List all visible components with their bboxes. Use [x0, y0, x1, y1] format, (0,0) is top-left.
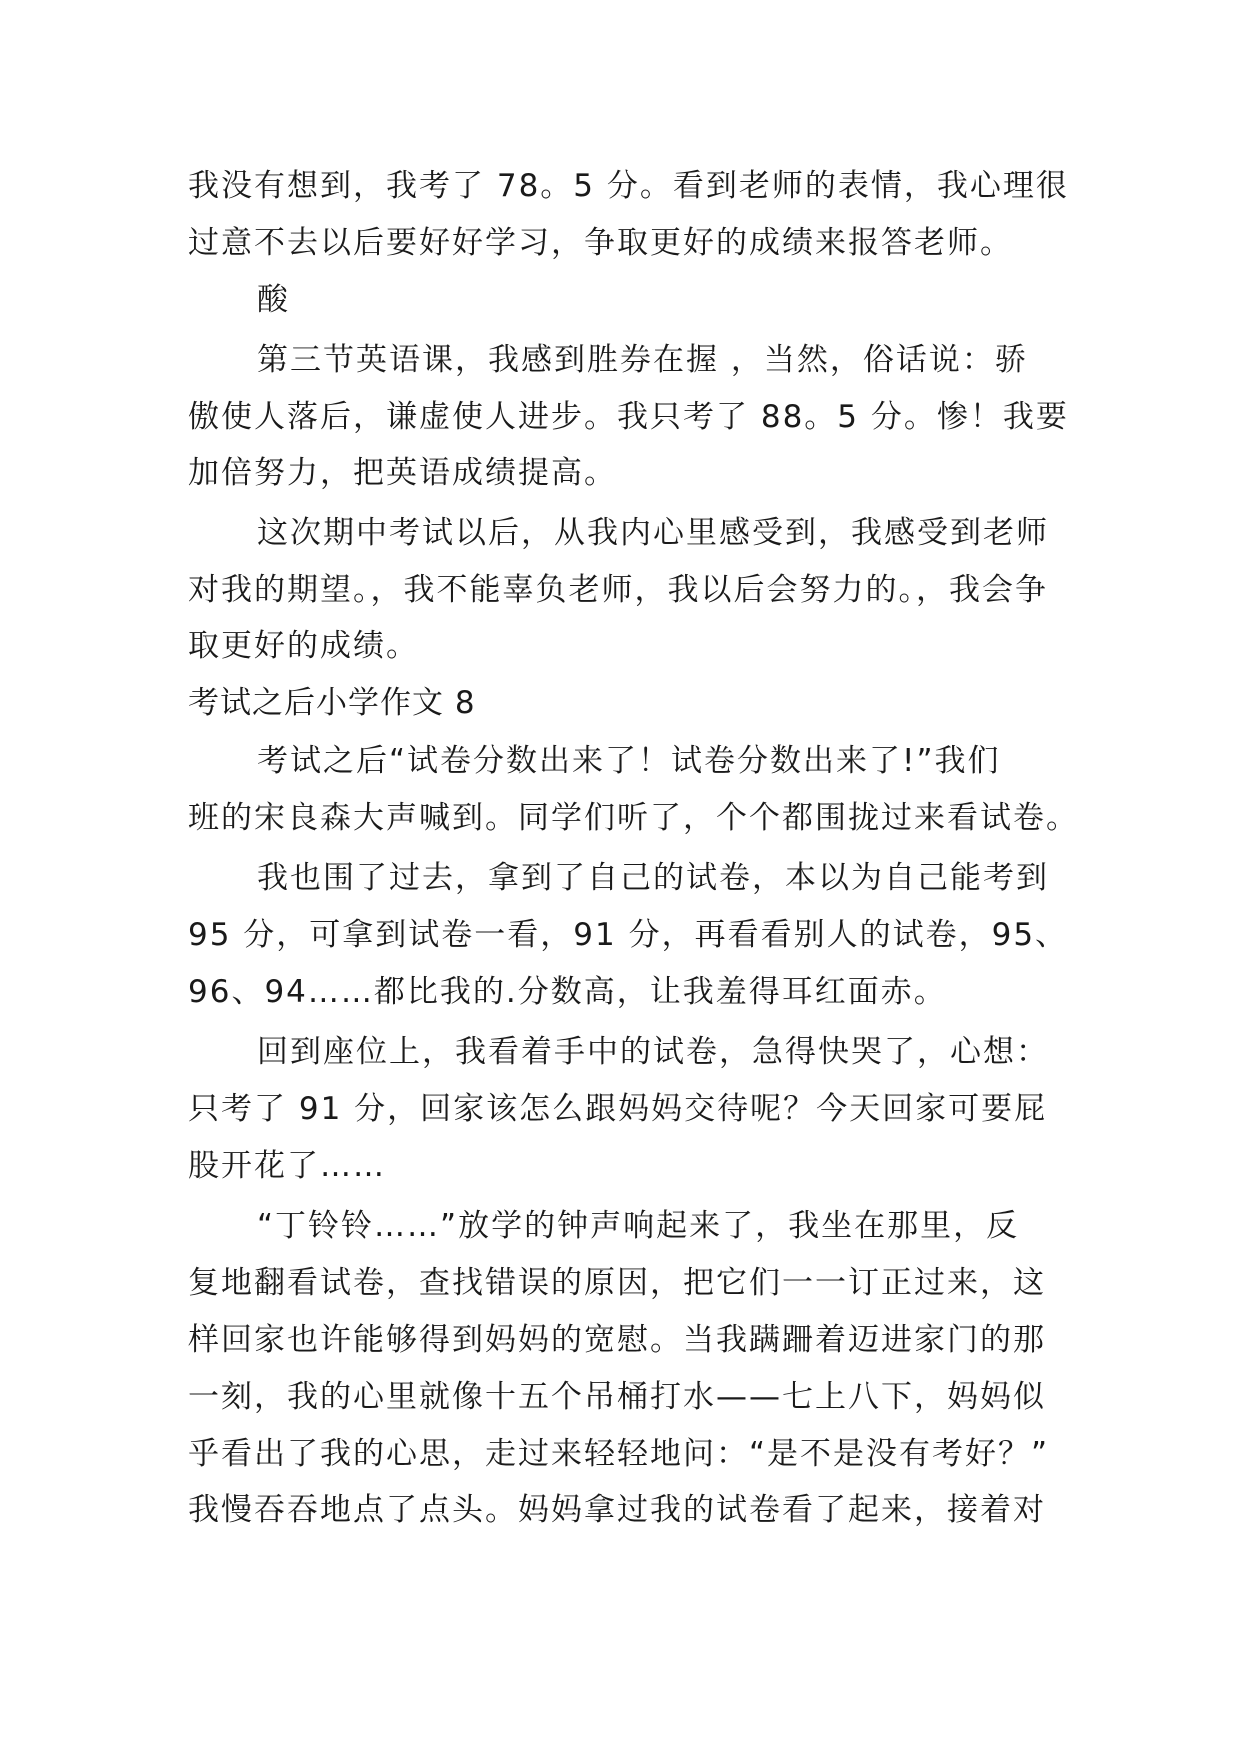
text-line: 过意不去以后要好好学习，争取更好的成绩来报答老师。 — [188, 225, 1013, 261]
text-line: 样回家也许能够得到妈妈的宽慰。当我蹒跚着迈进家门的那 — [188, 1322, 1046, 1358]
text-line: 我没有想到，我考了 78。5 分。看到老师的表情，我心理很 — [188, 168, 1069, 204]
text-line: 乎看出了我的心思，走过来轻轻地问：“是不是没有考好？” — [188, 1436, 1050, 1472]
text-line: 酸 — [257, 282, 290, 318]
text-line: 我也围了过去，拿到了自己的试卷，本以为自己能考到 — [257, 860, 1049, 896]
text-line: 取更好的成绩。 — [188, 628, 419, 664]
text-line: 只考了 91 分，回家该怎么跟妈妈交待呢？今天回家可要屁 — [188, 1091, 1048, 1127]
text-line: 第三节英语课，我感到胜券在握 ，当然，俗话说：骄 — [257, 342, 1028, 378]
text-line: 考试之后“试卷分数出来了！试卷分数出来了!”我们 — [257, 743, 1001, 779]
text-line: 傲使人落后，谦虚使人进步。我只考了 88。5 分。惨！我要 — [188, 399, 1069, 435]
text-line: 95 分，可拿到试卷一看，91 分，再看看别人的试卷，95、 — [188, 917, 1069, 953]
text-line: 96、94……都比我的.分数高，让我羞得耳红面赤。 — [188, 974, 947, 1010]
text-line: 股开花了…… — [188, 1148, 386, 1184]
text-line: 一刻，我的心里就像十五个吊桶打水——七上八下，妈妈似 — [188, 1379, 1046, 1415]
text-line: 我慢吞吞地点了点头。妈妈拿过我的试卷看了起来，接着对 — [188, 1492, 1046, 1528]
text-line: 复地翻看试卷，查找错误的原因，把它们一一订正过来，这 — [188, 1265, 1046, 1301]
text-line: 回到座位上，我看着手中的试卷，急得快哭了，心想： — [257, 1034, 1049, 1070]
text-line: 这次期中考试以后，从我内心里感受到，我感受到老师 — [257, 515, 1049, 551]
text-line: “丁铃铃……”放学的钟声响起来了，我坐在那里，反 — [257, 1208, 1020, 1244]
text-line: 对我的期望。，我不能辜负老师，我以后会努力的。，我会争 — [188, 572, 1048, 608]
text-line: 加倍努力，把英语成绩提高。 — [188, 455, 617, 491]
section-heading: 考试之后小学作文 8 — [188, 685, 476, 721]
text-line: 班的宋良森大声喊到。同学们听了，个个都围拢过来看试卷。 — [188, 800, 1079, 836]
